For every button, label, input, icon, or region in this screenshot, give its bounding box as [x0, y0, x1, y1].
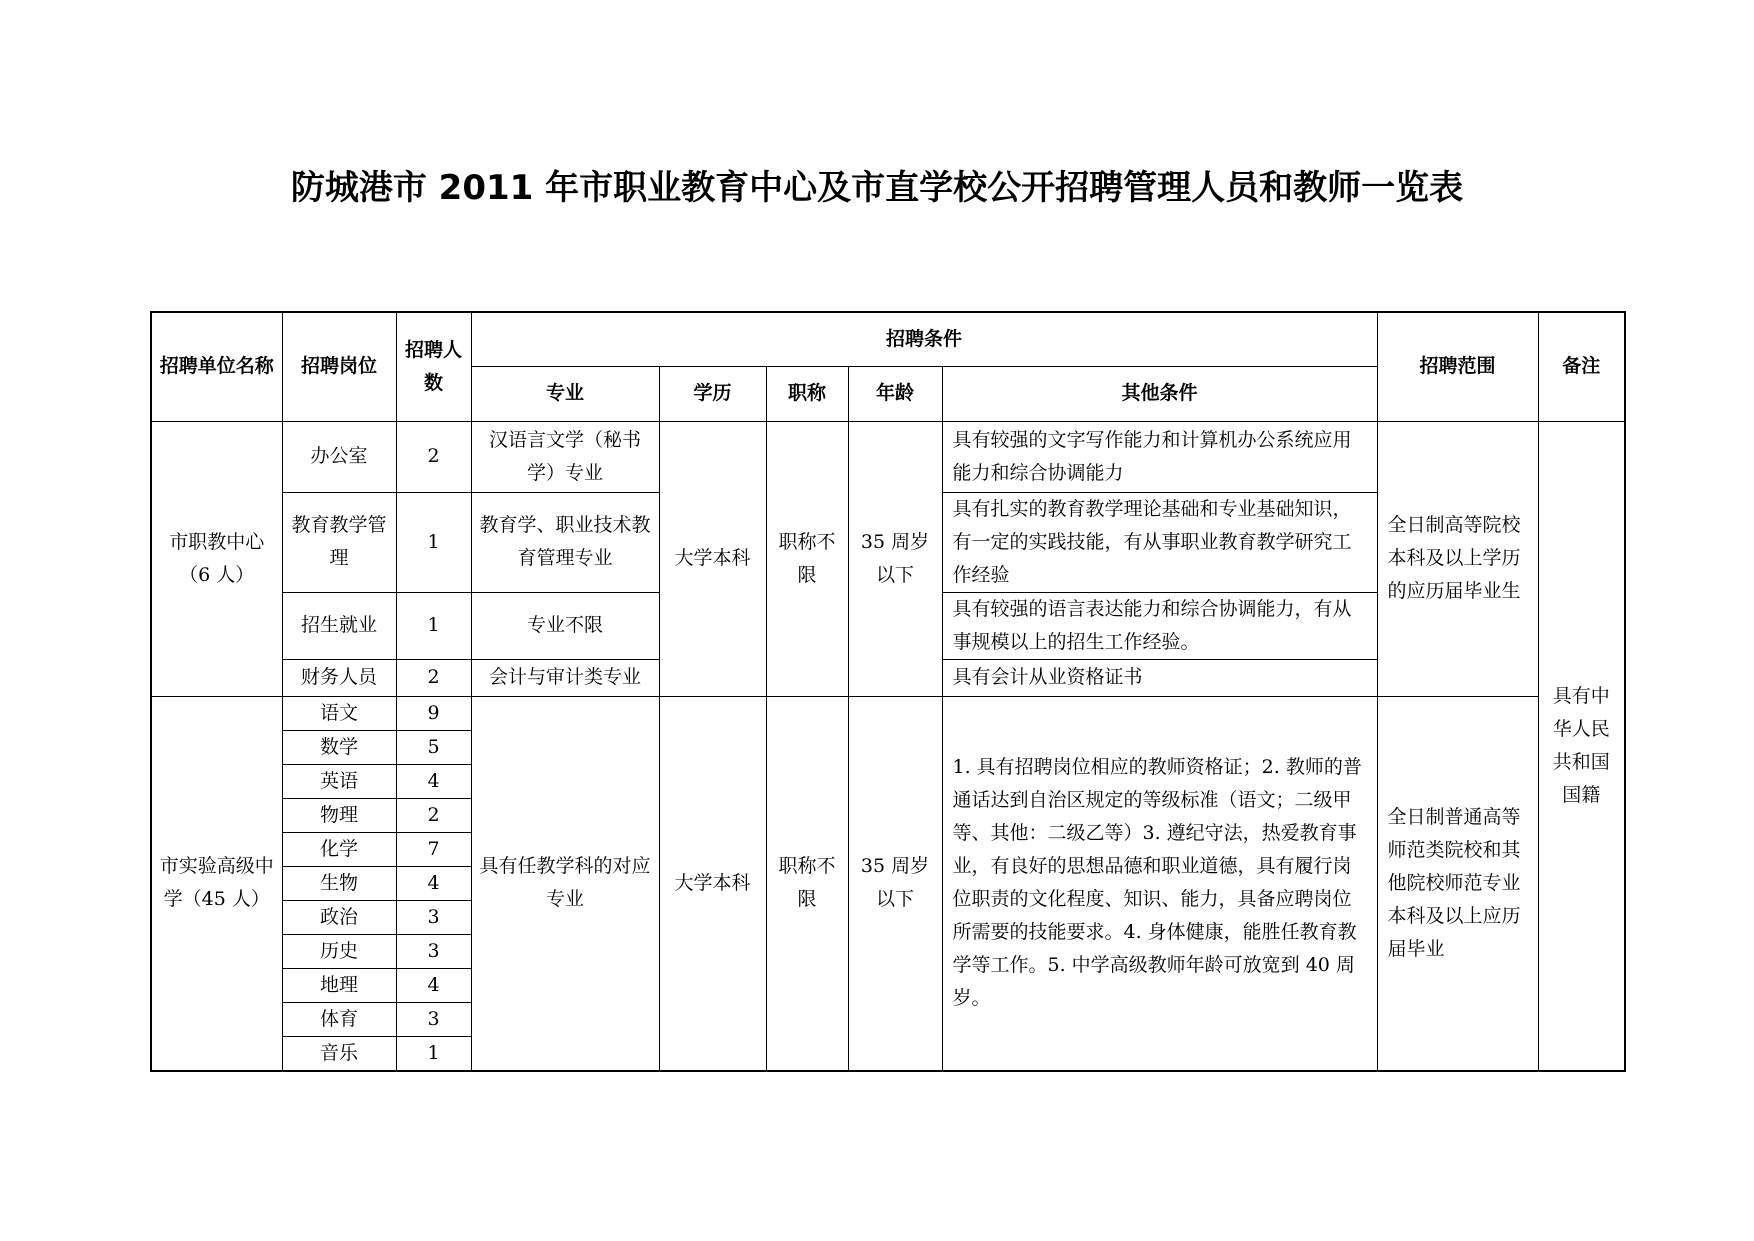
count-cell: 3	[396, 900, 471, 934]
other-cell: 具有较强的语言表达能力和综合协调能力，有从事规模以上的招生工作经验。	[942, 592, 1377, 659]
position-cell: 物理	[282, 798, 396, 832]
header-education: 学历	[659, 366, 766, 421]
unit-cell: 市实验高级中学（45 人）	[151, 696, 282, 1071]
header-position: 招聘岗位	[282, 312, 396, 421]
count-cell: 4	[396, 968, 471, 1002]
count-cell: 3	[396, 1002, 471, 1036]
title-rank-cell: 职称不限	[766, 421, 848, 696]
count-cell: 1	[396, 1036, 471, 1071]
count-cell: 2	[396, 798, 471, 832]
header-age: 年龄	[848, 366, 942, 421]
header-scope: 招聘范围	[1377, 312, 1538, 421]
header-other: 其他条件	[942, 366, 1377, 421]
major-cell: 专业不限	[471, 592, 659, 659]
count-cell: 5	[396, 730, 471, 764]
major-cell: 教育学、职业技术教育管理专业	[471, 492, 659, 592]
education-cell: 大学本科	[659, 421, 766, 696]
count-cell: 4	[396, 866, 471, 900]
other-cell: 具有扎实的教育教学理论基础和专业基础知识，有一定的实践技能，有从事职业教育教学研究工作经验	[942, 492, 1377, 592]
title-rank-cell: 职称不限	[766, 696, 848, 1071]
age-cell: 35 周岁以下	[848, 421, 942, 696]
count-cell: 2	[396, 659, 471, 696]
position-cell: 数学	[282, 730, 396, 764]
count-cell: 4	[396, 764, 471, 798]
count-cell: 3	[396, 934, 471, 968]
count-cell: 9	[396, 696, 471, 730]
position-cell: 历史	[282, 934, 396, 968]
count-cell: 1	[396, 492, 471, 592]
position-cell: 财务人员	[282, 659, 396, 696]
count-cell: 1	[396, 592, 471, 659]
age-cell: 35 周岁以下	[848, 696, 942, 1071]
position-cell: 招生就业	[282, 592, 396, 659]
header-unit: 招聘单位名称	[151, 312, 282, 421]
position-cell: 办公室	[282, 421, 396, 492]
position-cell: 语文	[282, 696, 396, 730]
position-cell: 化学	[282, 832, 396, 866]
scope-cell: 全日制普通高等师范类院校和其他院校师范专业本科及以上应历届毕业	[1377, 696, 1538, 1071]
position-cell: 政治	[282, 900, 396, 934]
major-cell: 具有任教学科的对应专业	[471, 696, 659, 1071]
page-title: 防城港市 2011 年市职业教育中心及市直学校公开招聘管理人员和教师一览表	[290, 168, 1464, 208]
other-cell: 具有会计从业资格证书	[942, 659, 1377, 696]
position-cell: 英语	[282, 764, 396, 798]
position-cell: 教育教学管理	[282, 492, 396, 592]
header-remark: 备注	[1538, 312, 1625, 421]
position-cell: 音乐	[282, 1036, 396, 1071]
count-cell: 7	[396, 832, 471, 866]
header-major: 专业	[471, 366, 659, 421]
position-cell: 生物	[282, 866, 396, 900]
unit-cell: 市职教中心（6 人）	[151, 421, 282, 696]
position-cell: 地理	[282, 968, 396, 1002]
header-title-rank: 职称	[766, 366, 848, 421]
recruitment-table	[150, 311, 1626, 1072]
other-cell: 1. 具有招聘岗位相应的教师资格证；2. 教师的普通话达到自治区规定的等级标准（语文；二级甲等、其他：二级乙等）3. 遵纪守法，热爱教育事业，有良好的思想品德和职业道德，具有履行岗位职责的文化程度、知识、能力，具备应聘岗位所需要的技能要求。4. 身体健康，能胜任教育教学等工作。5. 中学高级教师年龄可放宽到 40 周岁。	[942, 696, 1377, 1071]
header-conditions: 招聘条件	[471, 312, 1377, 366]
education-cell: 大学本科	[659, 696, 766, 1071]
header-count: 招聘人数	[396, 312, 471, 421]
other-cell: 具有较强的文字写作能力和计算机办公系统应用能力和综合协调能力	[942, 421, 1377, 492]
count-cell: 2	[396, 421, 471, 492]
table-row	[151, 696, 1625, 730]
position-cell: 体育	[282, 1002, 396, 1036]
major-cell: 会计与审计类专业	[471, 659, 659, 696]
scope-cell: 全日制高等院校本科及以上学历的应历届毕业生	[1377, 421, 1538, 696]
remark-cell: 具有中华人民共和国国籍	[1538, 421, 1625, 1071]
table-row	[151, 421, 1625, 492]
major-cell: 汉语言文学（秘书学）专业	[471, 421, 659, 492]
